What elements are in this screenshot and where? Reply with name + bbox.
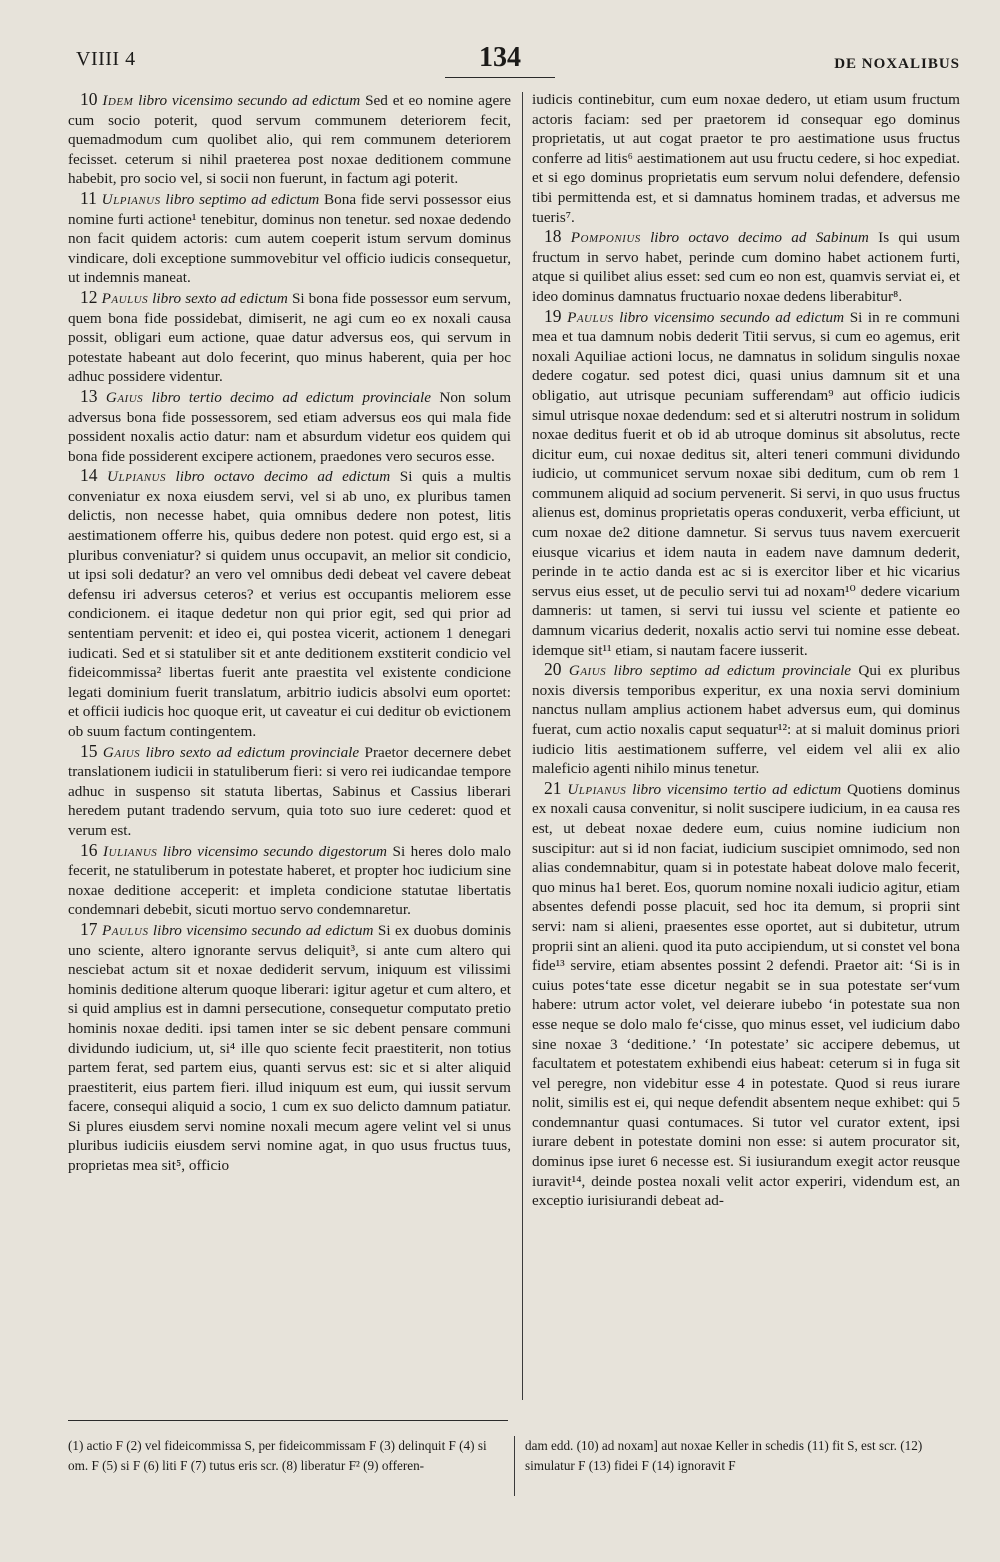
fragment-text: Is qui usum fructum in servo habet, perinde cum domino habet actionem furti, atque si quilibet alius esset: sed cum eo non est, quamvis serviat ei, et ideo dominus damnatus fructuario noxae dedens liberabitur⁸. xyxy=(532,229,960,305)
fragment-text: Quotiens dominus ex noxali causa convenitur, si nolit suscipere iudicium, in ea causa res est, ut debeat noxae dedere eum, cuius nomine iudicium non suscipitur: aut si id non faciat, iudicium suscipiet omnimodo, sed non alias condemnabitur, quam si in potestate habeat dolove malo fecerit, quo minus ha1 beret. Eos, quorum nomine noxali iudicio agitur, etiam absentes defendi posse placuit, sed hoc ita demum, si proprii sint servi: nam si alieni, praesentes esse oportet, aut si dubitetur, utrum proprii sint an alieni. quod ita puto accipiendum, ut si constet vel bona fide¹³ servire, etiam absentes possint 2 defendi. Praetor ait: ‘Si is in cuius potes‘tate esse dicetur negabit se in sua potestate ser‘vum habere: utrum actor volet, vel deierare iubebo ‘in potestate sua non esse neque se dolo malo fe‘cisse, quo minus esset, vel iudicium dabo sine noxae 3 ‘deditione.’ ‘In potestate’ sic accipere debemus, ut facultatem et potestatem exhibendi eius habeat: ceterum si in fuga sit vel peregre, non videbitur esse 4 in potestate. Quod si reus iurare nolit, similis est ei, qui neque defendit absentem neque exhibet: qui 5 condemnantur quasi contumaces. Si tutor vel curator extent, ipsi iurare debent in potestate domini non esse: si autem procurator sit, dominus ipse iuret 6 necesse est. Si iusiurandum exegit actor reusque iuravit¹⁴, deinde postea noxali velit actor experiri, videndum est, an exceptio iurisiurandi debeat ad- xyxy=(532,780,960,1210)
fragment-text: Si ex duobus dominis uno sciente, altero ignorante servus deliquit³, si ante cum altero qui nesciebat actum sit et noxae dediderit servum, iniquum est vilissimi hominis deditione alterum quoque liberari: igitur agetur et cum altero, et si quid amplius est in damni persecutione, consequetur computato pretio hominis noxae dediti. ipsi tamen inter se sic debent pensare communi dividundo iudicium, ut, si⁴ ille quo sciente fecit praestiterit, non totius partem ferat, sed partem eius, quanti servus est: sic et si alter aliquid praestiterit, eius partem fieri. illud iniquum est eum, qui iussit servum facere, consequi aliquid a socio, 1 cum ex suo delicto damnum patiatur. Si plures eiusdem servi nomine noxali mecum agere velint vel si unus pluribus iudiciis eiusdem servi nomine agat, in quo usus fructus tuus, proprietas mea sit⁵, officio xyxy=(68,921,512,1175)
fragment-number: 15 xyxy=(80,740,98,761)
left-column xyxy=(68,90,511,1176)
fragment-paragraph xyxy=(68,387,511,466)
page-header xyxy=(0,42,1000,82)
fragment-text: Sed et eo nomine agere cum socio poterit, quod servum communem deteriorem fecit, quemadmodum cum quolibet alio, qui rem communem deteriorem fecisset. ceterum si nihil praeterea post noxae deditionem commune habebit, pro socio vel, si socii non fuerunt, in factum agi poterit. xyxy=(68,92,512,188)
jurist-name: Iulianus xyxy=(102,842,158,860)
fragment-paragraph xyxy=(532,660,960,779)
footnote-divider xyxy=(514,1436,515,1496)
fragment-paragraph xyxy=(68,841,511,920)
source-reference: libro vicensimo secundo ad edictum xyxy=(619,308,845,326)
section-marker: VIIII 4 xyxy=(76,48,136,70)
fragment-number: 12 xyxy=(80,286,98,307)
jurist-name: Pomponius xyxy=(570,229,641,247)
jurist-name: Gaius xyxy=(102,743,141,761)
jurist-name: Paulus xyxy=(567,308,614,326)
source-reference: libro octavo decimo ad edictum xyxy=(175,468,391,486)
jurist-name: Gaius xyxy=(105,388,144,406)
fragment-paragraph xyxy=(68,288,511,387)
running-title: DE NOXALIBUS xyxy=(834,56,960,72)
source-reference: libro septimo ad edictum provinciale xyxy=(613,662,852,680)
fragment-paragraph xyxy=(68,90,511,189)
fragment-paragraph xyxy=(68,189,511,288)
page-number: 134 xyxy=(479,42,521,73)
fragment-paragraph xyxy=(68,466,511,741)
fragment-number: 19 xyxy=(544,305,562,326)
fragment-number: 13 xyxy=(80,385,98,406)
fragment-paragraph xyxy=(532,307,960,661)
continued-text xyxy=(532,90,960,227)
fragment-text: Praetor decernere debet translationem iudicii in statuliberum fieri: si vero rei iudicandae tempore adhuc in suspenso sit statuta libertas, Sabinus et Cassius liberari heredem putant tradendo servum, quia toto suo iure cederet: quod et verum est. xyxy=(68,743,512,839)
fragment-number: 17 xyxy=(80,918,98,939)
source-reference: libro vicensimo secundo ad edictum xyxy=(152,921,374,939)
footnote-rule xyxy=(68,1420,508,1421)
source-reference: libro vicensimo secundo digestorum xyxy=(162,842,388,860)
column-divider xyxy=(522,92,523,1400)
footnotes-right: dam edd. (10) ad noxam] aut noxae Keller in schedis (11) fit S, est scr. (12) simulatur F (13) fidei F (14) ignoravit F xyxy=(525,1438,923,1473)
source-reference: libro septimo ad edictum xyxy=(165,190,320,208)
fragment-text: Si quis a multis conveniatur ex noxa eiusdem servi, vel si ab uno, ex pluribus tamen delictis, non necesse habet, quia omnibus dedere non potest, litis aestimationem offerre his, quibus dedere non potest. quid ergo est, si a pluribus conveniatur? si quidem unus occupavit, an melior sit condicio, ut ipsi soli dedatur? an vero vel omnibus dedi debeat vel cavere debeat defensu iri adversus ceteros? et verius est occupantis meliorem esse condicionem. ei itaque dedetur non qui prior egit, sed qui prior ad sententiam pervenit: et ideo ei, qui postea vicerit, actionem 1 denegari iudicati. Sed et si statuliber sit et ante deditionem exstiterit condicio vel fideicommissa² libertas fuerit ante praestita vel existente condicione legati dominium fuerit translatum, arbitrio iudicis absolvi eum oportet: et officii iudicis hoc quoque erit, ut caveatur ei cui deditur ob evictionem ob suum factum contingentem. xyxy=(68,468,512,740)
fragment-number: 18 xyxy=(544,226,562,247)
source-reference: libro sexto ad edictum provinciale xyxy=(145,743,360,761)
fragment-text: Qui ex pluribus noxis diversis temporibus experitur, ex una noxia servi dominium nanctus nullam amplius actionem habet adversus eum, qui dominus fuerat, cum actio noxalis caput sequatur¹²: at si maluit dominus priori iudicio litis aestimationem sufferre, vel eidem vel alii ex alio maleficio agenti nihilo minus tenetur. xyxy=(532,662,961,778)
source-reference: libro tertio decimo ad edictum provinciale xyxy=(151,388,431,406)
fragment-paragraph xyxy=(68,742,511,841)
fragment-text: Non solum adversus bona fide possessorem, sed etiam adversus eos qui mala fide possident noxalis actio datur: nam et absurdum videtur eos quidem qui bona fide possiderent excipere actionem, praedones vero securos esse. xyxy=(68,388,512,465)
fragment-text: Bona fide servi possessor eius nomine furti actione¹ tenebitur, dominus non tenetur. sed noxae dedendo non facit quidem actoris: cum autem coeperit istum servum dominus vindicare, doli exceptione summovebitur vel officio iudicis consequetur, ut indemnis maneat. xyxy=(68,190,511,287)
jurist-name: Ulpianus xyxy=(107,468,166,486)
fragment-text: Si heres dolo malo fecerit, ne statuliberum in potestate haberet, et propter hoc iudicium sine noxae deditione acceperit: et impleta condicione statutae libertatis condemnari debebit, sicuti mortuo servo condemnaretur. xyxy=(68,842,512,919)
jurist-name: Ulpianus xyxy=(101,190,161,208)
source-reference: libro vicensimo tertio ad edictum xyxy=(632,780,842,798)
jurist-name: Ulpianus xyxy=(567,780,627,798)
header-rule xyxy=(445,77,555,78)
fragment-paragraph xyxy=(532,779,960,1211)
source-reference: libro vicensimo secundo ad edictum xyxy=(138,92,361,109)
fragment-text: Si bona fide possessor eum servum, quem bona fide possidebat, dimiserit, ne agi cum eo ex noxali causa possit, obligari eum actione, quae datur adversus eos, qui servum in potestate habeant aut dolo fecerint, quo minus haberent, quia per hoc adhuc possidere videntur. xyxy=(68,289,511,386)
source-reference: libro sexto ad edictum xyxy=(152,289,288,307)
fragment-paragraph xyxy=(68,920,511,1176)
right-column xyxy=(532,90,960,1211)
fragment-paragraph xyxy=(532,227,960,306)
fragment-number: 10 xyxy=(80,89,98,109)
fragment-number: 20 xyxy=(544,659,562,680)
fragment-number: 14 xyxy=(80,465,98,486)
jurist-name: Gaius xyxy=(568,662,607,680)
jurist-name: Paulus xyxy=(101,921,149,939)
fragment-number: 16 xyxy=(80,839,98,860)
source-reference: libro octavo decimo ad Sabinum xyxy=(650,229,869,247)
jurist-name: Paulus xyxy=(101,289,149,307)
jurist-name: Idem xyxy=(102,92,134,109)
footnotes-left: (1) actio F (2) vel fideicommissa S, per fideicommissam F (3) delinquit F (4) si om. F (5) si F (6) liti F (7) tutus eris scr. (8) liberatur F² (9) offeren- xyxy=(68,1438,487,1473)
fragment-text: Si in re communi mea et tua damnum nobis dederit Titii servus, si cum eo agemus, erit noxali Aquiliae actioni locus, ne damnatus in solidum singulis noxae dedere cogatur. sed potest dici, quasi unius damnum sit et una obligatio, aut utrisque pecuniam sufferendam⁹ aut officio iudicis simul utrisque noxae dedendum: sed et si alterutri nostrum in solidum noxae deditus fuerit et ob id ab utroque dominus sit absolutus, recte dicitur eum, cui noxae deditus sit, alteri teneri communi dividundo iudicio, ut communicet servum noxae sibi deditum, cum ob rem 1 communem aliquid ad socium pervenerit. Si servi, in quo usus fructus alienus est, dominus proprietatis operas conduxerit, verba efficiunt, ut cum noxae de2 ditione damnetur. Si servus tuus navem exercuerit eiusque vicarius et idem nauta in eadem nave damnum dederit, perinde in te actio danda est ac si is exercitor liber et hic vicarius servus eius esset, ut de peculio servi tui ad noxam¹⁰ dedere vicarium damneris: ut tamen, si servi tui iussu vel sciente et patiente eo damnum vicarius dederit, noxalis actio servi tui nomine esse debeat. idemque sit¹¹ etiam, si nautam facere iusserit. xyxy=(532,308,961,659)
fragment-number: 11 xyxy=(80,187,97,208)
fragment-number: 21 xyxy=(544,777,562,798)
fragment-text: iudicis continebitur, cum eum noxae dedero, ut etiam usum fructum actoris faciam: sed per praetorem id consequar ego dominus proprietatis, ut aut cogat praetor te pro aestimatione usus fructus conferre ad litis⁶ aestimationem aut usu fructu cedere, si hoc expediat. et si ego dominus proprietatis eum servum nolui defendere, defensio tibi permittenda est, et si damnatus hominem tradas, et adversus me tueris⁷. xyxy=(532,91,960,226)
